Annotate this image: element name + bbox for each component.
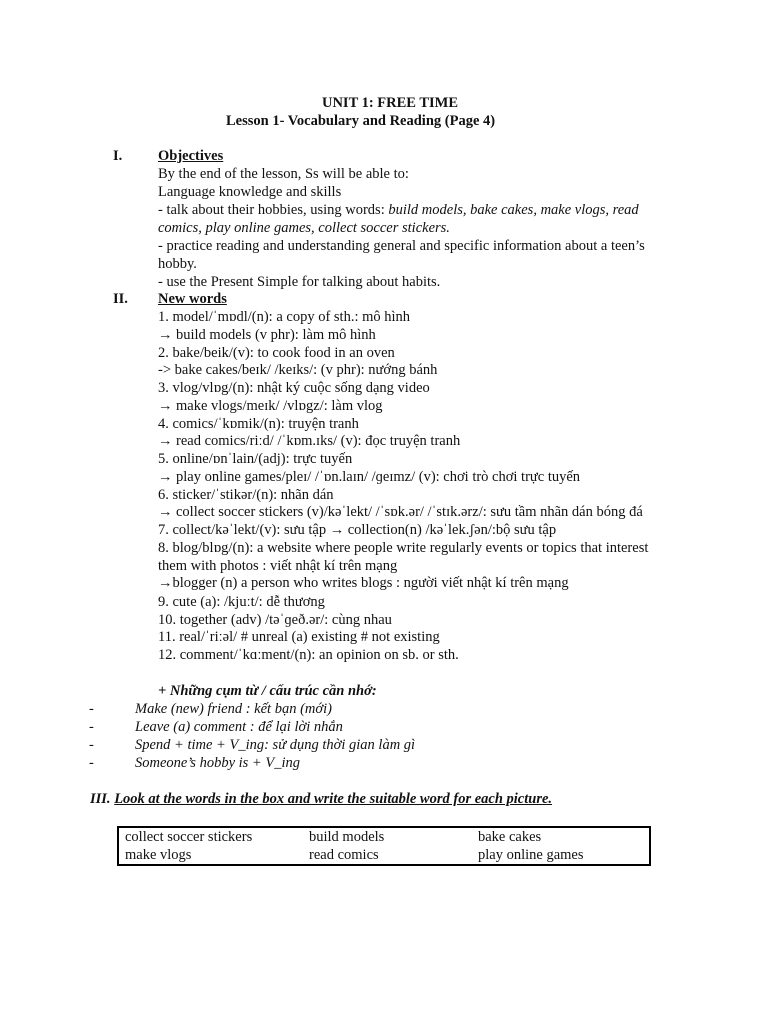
word-box-cell: build models <box>309 829 385 845</box>
vocab-line: 5. online/ɒnˈlain/(adj): trực tuyến <box>158 451 353 467</box>
vocab-line <box>158 326 376 344</box>
objective-1-prefix: - talk about their hobbies, using words: <box>158 202 389 218</box>
vocab-line: 1. model/ˈmɒdl/(n): a copy of sth.: mô hình <box>158 309 411 325</box>
phrases-heading: + Những cụm từ / cấu trúc cần nhớ: <box>158 683 377 699</box>
word-box-cell: play online games <box>478 847 584 863</box>
word-box <box>117 826 651 866</box>
arrow-icon: → <box>158 575 173 591</box>
vocab-line <box>158 468 580 486</box>
vocab-line: 11. real/ˈriːəl/ # unreal (a) existing # not existing <box>158 629 440 645</box>
word-box-row <box>118 827 650 846</box>
vocab-line: 10. together (adv) /təˈɡeð.ər/: cùng nhau <box>158 612 392 628</box>
section-2-number: II. <box>113 291 128 307</box>
vocab-text: 7. collect/kəˈlekt/(v): sưu tập <box>158 522 330 538</box>
word-box-cell: make vlogs <box>125 847 192 863</box>
section-3-instruction: Look at the words in the box and write the suitable word for each picture. <box>114 791 553 807</box>
objective-2: - practice reading and understanding general and specific information about a teen’s <box>158 238 645 254</box>
bullet-dash: - <box>89 737 94 753</box>
vocab-line: 6. sticker/ˈstikər/(n): nhãn dán <box>158 487 334 503</box>
arrow-icon: → <box>158 398 173 414</box>
objective-1 <box>158 201 639 219</box>
arrow-icon: → <box>158 433 173 449</box>
bullet-dash: - <box>89 755 94 771</box>
section-1-number: I. <box>113 148 123 164</box>
vocab-text: blogger (n) a person who writes blogs : người viết nhật kí trên mạng <box>172 575 569 591</box>
vocab-line <box>158 397 383 415</box>
vocab-line: 4. comics/ˈkɒmik/(n): truyện tranh <box>158 416 359 432</box>
objective-1-words-cont: comics, play online games, collect soccer stickers. <box>158 220 450 236</box>
vocab-line: 9. cute (a): /kjuːt/: dễ thương <box>158 594 325 610</box>
section-3 <box>90 790 552 808</box>
phrase-item: Leave (a) comment : để lại lời nhắn <box>135 719 343 735</box>
vocab-line <box>158 521 556 539</box>
arrow-icon: → <box>158 469 173 485</box>
section-1-heading: Objectives <box>158 148 224 164</box>
phrase-item: Spend + time + V_ing: sử dụng thời gian làm gì <box>135 737 416 753</box>
vocab-line <box>158 432 460 450</box>
objective-3: - use the Present Simple for talking about habits. <box>158 274 441 290</box>
phrase-item: Someone’s hobby is + V_ing <box>135 755 300 771</box>
word-box-row <box>118 846 650 865</box>
word-box-cell: bake cakes <box>478 829 542 845</box>
objectives-intro: By the end of the lesson, Ss will be able to: <box>158 166 409 182</box>
vocab-line: 3. vlog/vlɒg/(n): nhật ký cuộc sống dạng video <box>158 380 430 396</box>
objective-2-cont: hobby. <box>158 256 197 272</box>
vocab-line <box>158 574 569 592</box>
vocab-line: 2. bake/beik/(v): to cook food in an oven <box>158 345 395 361</box>
objectives-subheading: Language knowledge and skills <box>158 184 342 200</box>
vocab-text: play online games/pleɪ/ /ˈɒn.laɪn/ /ɡeɪmz/ (v): chơi trò chơi trực tuyến <box>176 469 581 485</box>
lesson-title: Lesson 1- Vocabulary and Reading (Page 4) <box>226 113 496 129</box>
phrase-item: Make (new) friend : kết bạn (mới) <box>135 701 332 717</box>
objective-1-words: build models, bake cakes, make vlogs, read <box>388 202 639 218</box>
section-3-number: III. <box>90 791 111 807</box>
vocab-text: collect soccer stickers (v)/kəˈlekt/ /ˈsɒk.ər/ /ˈstɪk.ərz/: sưu tầm nhãn dán bóng đá <box>176 504 643 520</box>
bullet-dash: - <box>89 719 94 735</box>
vocab-text: collection(n) /kəˈlek.ʃən/:bộ sưu tập <box>347 522 557 538</box>
vocab-text: build models (v phr): làm mô hình <box>176 327 376 343</box>
vocab-text: make vlogs/meɪk/ /vlɒgz/: làm vlog <box>176 398 383 414</box>
unit-title: UNIT 1: FREE TIME <box>321 95 459 111</box>
section-2-heading: New words <box>158 291 227 307</box>
vocab-text: read comics/riːd/ /ˈkɒm.ɪks/ (v): đọc truyện tranh <box>176 433 461 449</box>
vocab-line: them with photos : viết nhật kí trên mạng <box>158 558 398 574</box>
word-box-cell: read comics <box>309 847 379 863</box>
arrow-icon: → <box>158 327 173 343</box>
bullet-dash: - <box>89 701 94 717</box>
vocab-line <box>158 503 643 521</box>
arrow-icon: → <box>329 522 345 538</box>
vocab-line: -> bake cakes/beɪk/ /keɪks/: (v phr): nướng bánh <box>158 362 438 378</box>
vocab-line: 8. blog/blɒg/(n): a website where people write regularly events or topics that interest <box>158 540 649 556</box>
word-box-cell: collect soccer stickers <box>125 829 253 845</box>
vocab-line: 12. comment/ˈkɑːment/(n): an opinion on sb. or sth. <box>158 647 459 663</box>
arrow-icon: → <box>158 504 173 520</box>
